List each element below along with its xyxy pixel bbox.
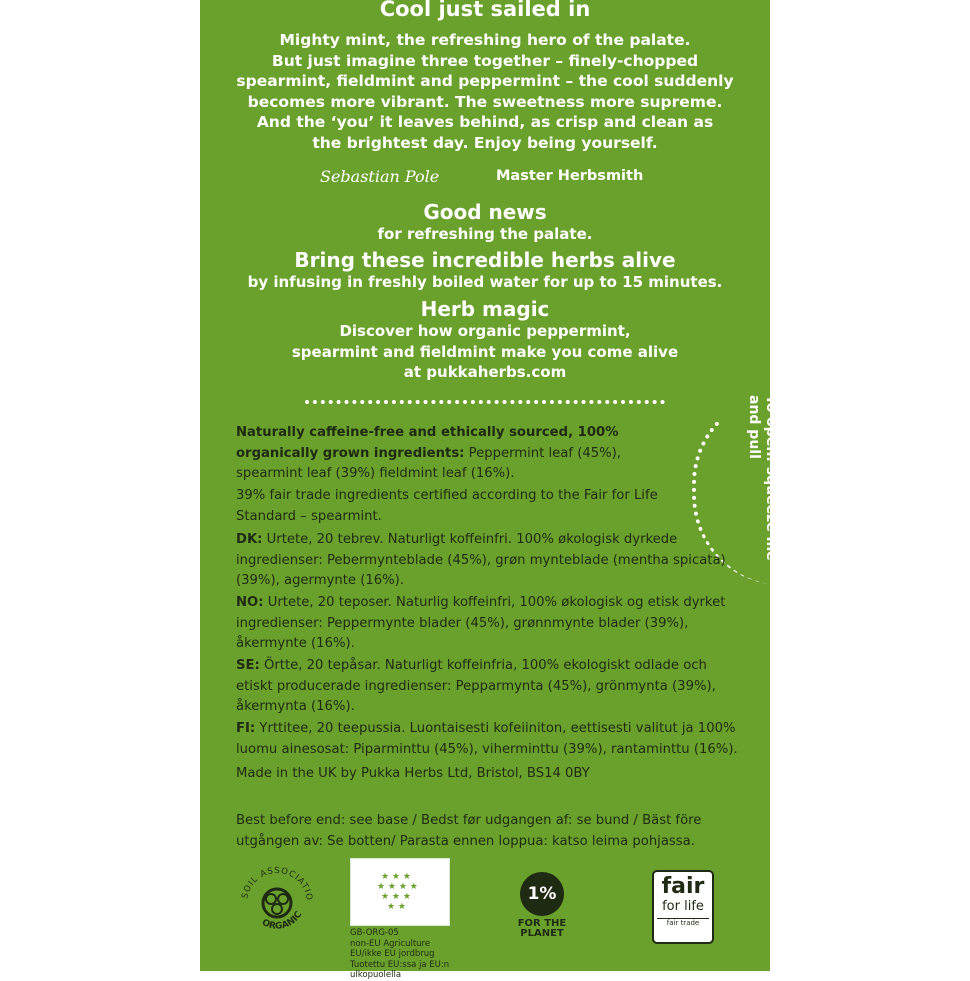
herb-magic-line: Discover how organic peppermint, (339, 322, 631, 340)
herb-magic-title: Herb magic (420, 297, 550, 321)
language-text: Örtte, 20 tepåsar. Naturligt koffeinfria, 100% ekologiskt odlade och etiskt producerade ingredienser: Pepparmynta (45%), grönmynta (39%), åkermynta (16%). (236, 658, 716, 714)
svg-text:★ ★ ★: ★ ★ ★ (381, 872, 411, 882)
bring-text: by infusing in freshly boiled water for up to 15 minutes. (247, 273, 723, 291)
ingredients-heading: Naturally caffeine-free and ethically sourced, 100% organically grown ingredients: (236, 425, 619, 461)
best-before: Best before end: see base / Bedst før udgangen af: se bund / Bäst före utgången av: Se botten/ Parasta ennen loppua: katso leima pohjassa. (236, 813, 702, 849)
for-life-label: for life (662, 899, 704, 914)
good-news-title: Good news (423, 200, 547, 224)
intro-line: And the ‘you’ it leaves behind, as crisp and clean as (256, 113, 714, 131)
eu-organic-logo (350, 858, 450, 980)
language-fi (236, 719, 751, 760)
eu-line: Tuotettu EU:ssa ja EU:n ulkopuolella (350, 959, 450, 980)
fair-trade-note: 39% fair trade ingredients certified according to the Fair for Life Standard – spearmint. (236, 488, 658, 524)
herb-magic-line: spearmint and fieldmint make you come alive (291, 342, 679, 361)
main-title: Cool just sailed in (379, 0, 591, 21)
fair-label: fair (661, 874, 705, 899)
open-instruction-line: To open: squeeze me (763, 395, 779, 561)
language-code: DK: (236, 532, 263, 547)
svg-text:★ ★: ★ ★ (387, 902, 406, 912)
svg-text:★ ★ ★: ★ ★ ★ (381, 892, 411, 902)
soil-association-icon (234, 860, 320, 946)
tea-box-back-panel (200, 0, 779, 980)
language-text: Yrttitee, 20 teepussia. Luontaisesti kofeiiniton, eettisesti valitut ja 100% luomu ainesosat: Piparminttu (45%), viherminttu (39%), rantaminttu (16%). (236, 721, 738, 757)
herb-magic-link: at pukkaherbs.com (403, 363, 567, 381)
language-code: NO: (236, 595, 264, 610)
eu-leaf-icon (350, 858, 450, 926)
one-percent-planet-logo (507, 872, 577, 942)
ingredients (236, 423, 686, 485)
eu-line: non-EU Agriculture (350, 938, 431, 949)
eu-line: EU/ikke EU jordbrug (350, 949, 435, 959)
language-se (236, 656, 741, 718)
intro-line: the brightest day. Enjoy being yourself. (312, 133, 658, 152)
bring-title: Bring these incredible herbs alive (294, 248, 676, 272)
svg-text:SOIL ASSOCIATION: SOIL ASSOCIATIO (240, 865, 315, 902)
open-instruction (745, 395, 779, 561)
planet-text: FOR THE PLANET (517, 918, 567, 939)
made-in: Made in the UK by Pukka Herbs Ltd, Bristol, BS14 0BY (236, 766, 590, 781)
intro-line: spearmint, fieldmint and peppermint – the cool suddenly (236, 72, 734, 90)
svg-text:★ ★ ★ ★: ★ ★ ★ ★ (377, 882, 418, 892)
intro-line: But just imagine three together – finely-chopped (271, 51, 699, 70)
dotted-divider (305, 400, 665, 404)
good-news-text: for refreshing the palate. (377, 225, 593, 243)
intro-line: Mighty mint, the refreshing hero of the palate. (279, 31, 691, 49)
language-code: SE: (236, 658, 260, 673)
intro-line: becomes more vibrant. The sweetness more supreme. (247, 92, 723, 111)
open-instruction-line: and pull (746, 395, 762, 459)
signature-role: Master Herbsmith (496, 168, 644, 184)
fair-for-life-logo (652, 870, 714, 944)
ingredients-list: Peppermint leaf (45%), spearmint leaf (39%) fieldmint leaf (16%). (236, 445, 621, 481)
language-code: FI: (236, 721, 256, 736)
svg-text:ORGANIC: ORGANIC (260, 909, 305, 932)
eu-code: GB-ORG-05 (350, 928, 399, 938)
soil-association-logo (234, 860, 320, 946)
language-no (236, 593, 741, 655)
signature: Sebastian Pole (320, 167, 440, 186)
fair-trade-label: fair trade (657, 918, 709, 928)
herb-magic-text (200, 321, 770, 383)
one-percent-icon: 1% (520, 872, 564, 916)
language-text: Urtete, 20 tebrev. Naturligt koffeinfri. 100% økologisk dyrkede ingredienser: Pebermynteblade (45%), grøn mynteblade (mentha spicata) (39%), agermynte (16%). (236, 532, 726, 588)
intro-paragraph (200, 30, 770, 153)
language-dk (236, 530, 741, 592)
language-text: Urtete, 20 teposer. Naturlig koffeinfri, 100% økologisk og etisk dyrket ingredienser: Peppermynte blader (45%), grønnmynte blader (39%), åkermynte (16%). (236, 595, 726, 651)
